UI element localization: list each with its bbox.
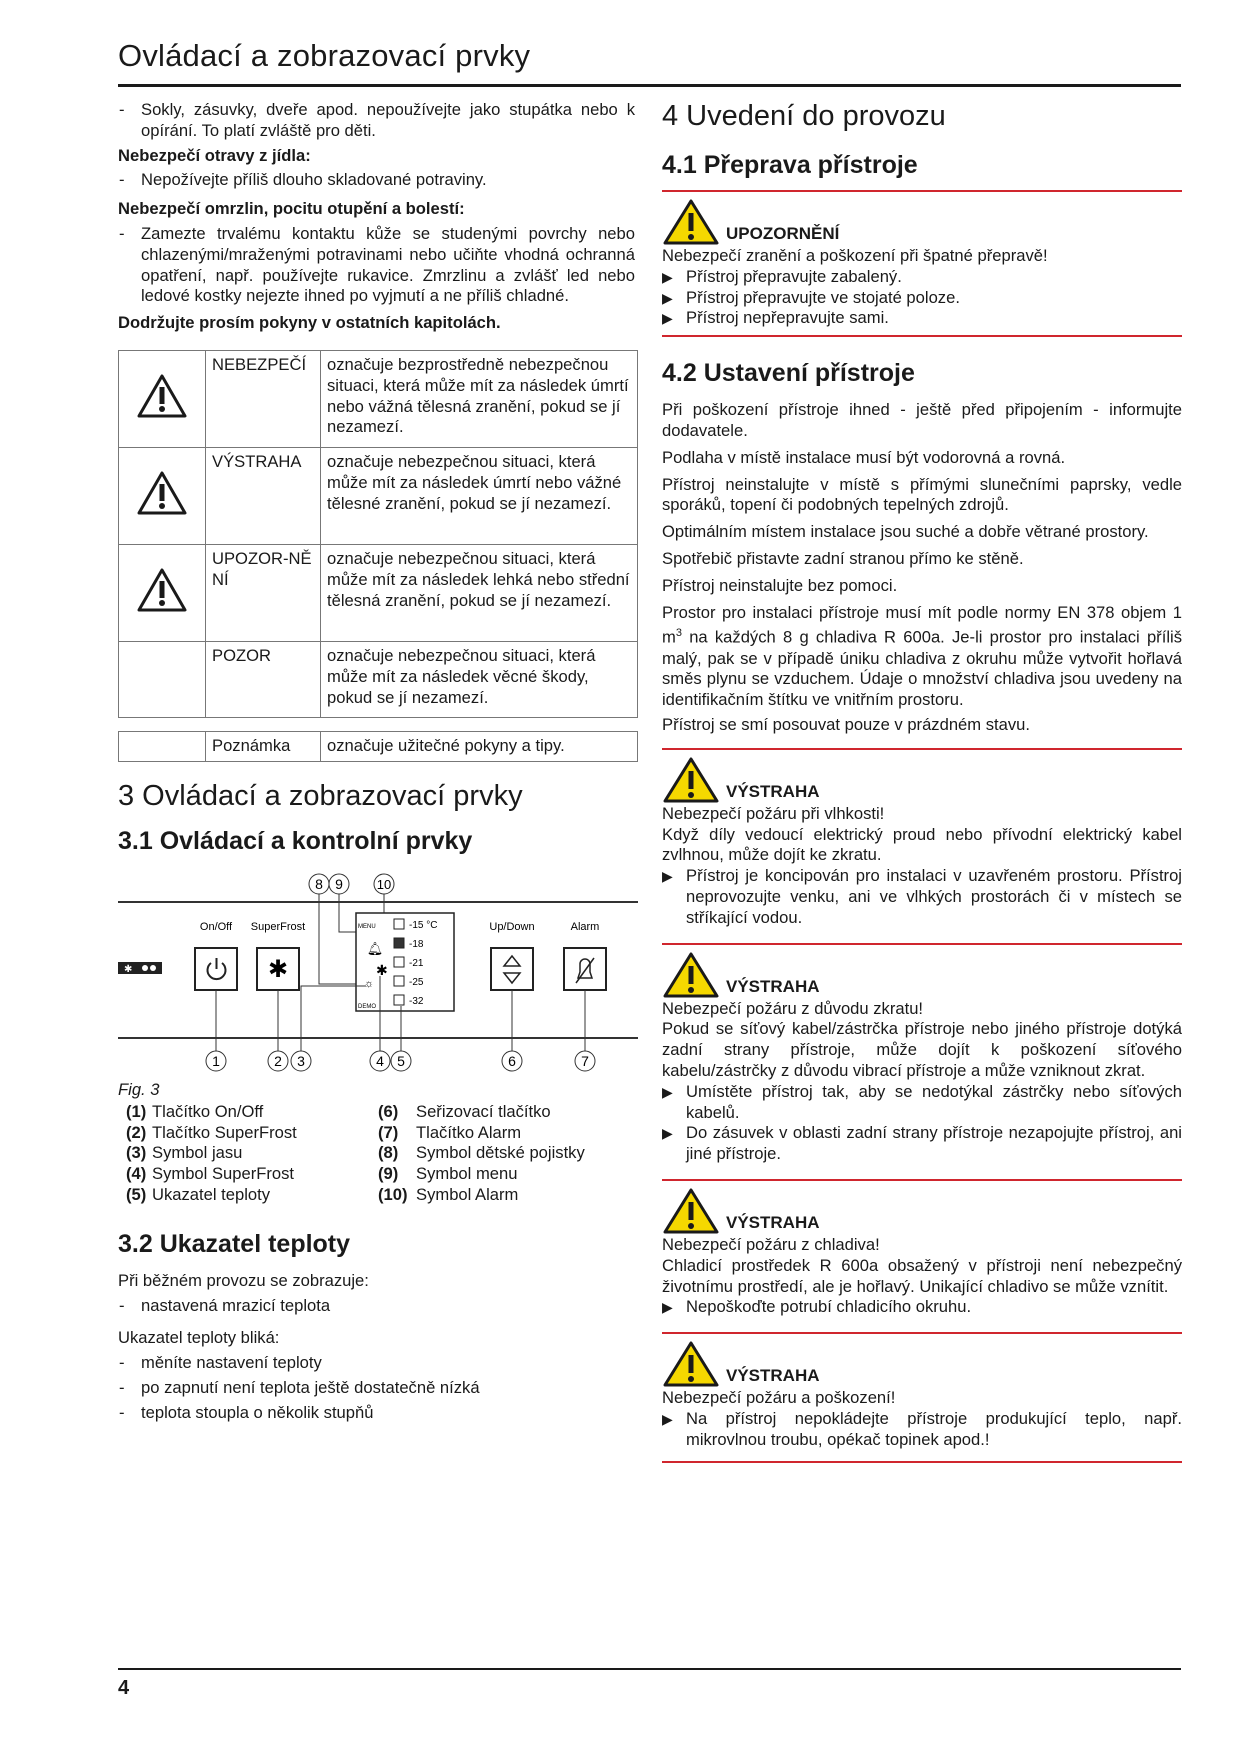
paragraph: Podlaha v místě instalace musí být vodorovná a rovná.: [662, 447, 1066, 467]
paragraph: Přístroj neinstalujte v místě s přímými slunečními paprsky, vedle sporáků, topení či podobných tepelných zdrojů.: [662, 474, 1182, 515]
svg-text:9: 9: [335, 875, 343, 892]
warning-header: [662, 951, 1182, 999]
figure-caption: Fig. 3: [118, 1079, 160, 1099]
warning-text: Nebezpečí požáru při vlhkosti!: [662, 803, 885, 823]
warning-text: Nebezpečí požáru a poškození!: [662, 1388, 896, 1408]
table-cell: [119, 447, 206, 544]
caution-list: [662, 267, 1182, 329]
warning-label: VÝSTRAHA: [726, 781, 820, 801]
svg-text:3: 3: [297, 1052, 305, 1069]
svg-text:✱: ✱: [124, 963, 133, 975]
red-rule: [662, 1461, 1182, 1463]
brightness-symbol-icon: ☼: [364, 977, 375, 990]
yellow-warning-icon: [662, 951, 720, 999]
list-item: - Nepožívejte příliš dlouho skladované potraviny.: [118, 170, 635, 191]
blink-intro: Ukazatel teploty bliká:: [118, 1328, 280, 1348]
callout-7: [575, 1051, 595, 1071]
legend-item: (1) Tlačítko On/Off: [126, 1101, 264, 1121]
footer-rule: [118, 1668, 1181, 1670]
page-number: 4: [118, 1677, 130, 1699]
section-4-1-title: 4.1 Přeprava přístroje: [662, 151, 918, 179]
normal-intro: Při běžném provozu se zobrazuje:: [118, 1270, 369, 1290]
callout-8: [309, 874, 329, 894]
temp-value: -15 °C: [409, 919, 438, 931]
warning-triangle-icon: [136, 373, 188, 419]
signal-desc: označuje užitečné pokyny a tipy.: [321, 731, 638, 761]
section-3-2-title: 3.2 Ukazatel teploty: [118, 1229, 351, 1258]
superfrost-symbol-icon: ✱: [376, 961, 388, 978]
onoff-button[interactable]: [195, 948, 237, 990]
red-rule: [662, 335, 1182, 337]
yellow-warning-icon: [662, 756, 720, 804]
header-rule: [118, 84, 1181, 87]
svg-text:2: 2: [274, 1052, 282, 1069]
menu-symbol: MENU: [358, 923, 376, 930]
updown-button[interactable]: [491, 948, 533, 990]
alarm-symbol-icon: 🔔︎: [366, 940, 384, 956]
callout-4: [370, 1051, 390, 1071]
red-rule: [662, 748, 1182, 750]
callout-2: [268, 1051, 288, 1071]
svg-text:1: 1: [212, 1052, 220, 1069]
warning-header: [662, 1187, 1182, 1235]
warning-text: Chladicí prostředek R 600a obsažený v přístroji není nebezpečný životnímu prostředí, ale je hořlavý. Unikající chladivo se může vznítit.: [662, 1255, 1182, 1296]
food-heading: Nebezpečí otravy z jídla:: [118, 145, 311, 165]
page-title: Ovládací a zobrazovací prvky: [118, 38, 531, 73]
btn-label-updown: Up/Down: [489, 920, 535, 933]
paragraph: Přístroj neinstalujte bez pomoci.: [662, 575, 898, 595]
caution-text: Nebezpečí zranění a poškození při špatné přepravě!: [662, 246, 1048, 265]
red-rule: [662, 1179, 1182, 1181]
list-item: - měníte nastavení teploty: [118, 1353, 635, 1374]
warning-box-heat: [662, 1340, 1182, 1450]
temp-value: -25: [409, 976, 424, 988]
table-row: [119, 731, 638, 761]
callout-6: [502, 1051, 522, 1071]
normal-list: [118, 1296, 635, 1317]
callout-9: [329, 874, 349, 894]
warning-label: VÝSTRAHA: [726, 1213, 820, 1233]
list-item: ▶ Přístroj přepravujte ve stojaté poloze.: [662, 288, 1182, 309]
table-row: [119, 544, 638, 641]
callout-10: [374, 874, 394, 894]
section-4-2-title: 4.2 Ustavení přístroje: [662, 359, 915, 388]
superfrost-button[interactable]: [257, 948, 299, 990]
yellow-warning-icon: [662, 1340, 720, 1388]
svg-text:8: 8: [315, 875, 323, 892]
list-item: ▶ Nepoškoďte potrubí chladicího okruhu.: [662, 1297, 1182, 1318]
alarm-button[interactable]: [564, 948, 606, 990]
caution-box: [662, 198, 1182, 329]
warning-box-short-circuit: [662, 951, 1182, 1165]
table-row: [119, 641, 638, 717]
list-item: - nastavená mrazicí teplota: [118, 1296, 635, 1317]
svg-text:10: 10: [376, 876, 392, 892]
signal-word: POZOR: [206, 641, 321, 717]
btn-label-superfrost: SuperFrost: [250, 920, 306, 933]
right-column: [662, 96, 1182, 1463]
legend-item: (10) Symbol Alarm: [378, 1184, 519, 1204]
signal-desc: označuje nebezpečnou situaci, která může mít za následek věcné škody, pokud se jí nezamezí.: [321, 641, 638, 717]
warning-box-refrigerant: [662, 1187, 1182, 1318]
warning-list: [662, 1297, 1182, 1318]
legend-item: (4) Symbol SuperFrost: [126, 1164, 295, 1184]
red-rule: [662, 1332, 1182, 1334]
svg-text:6: 6: [508, 1052, 516, 1069]
signal-desc: označuje nebezpečnou situaci, která může mít za následek úmrtí nebo vážné tělesné zranění, pokud se jí nezamezí.: [321, 447, 638, 544]
list-item: - Zamezte trvalému kontaktu kůže se studenými povrchy nebo chlazenými/mraženými potravinami nebo učiňte vhodná ochranná opatření, např. používejte rukavice. Zmrzlinu a zvlášť led nebo ledové kostky nejezte ihned po vyjmutí a ne příliš chladné.: [118, 224, 635, 307]
temperature-display: [356, 913, 454, 1011]
list-item: ▶ Umístěte přístroj tak, aby se nedotýkal zástrčky nebo síťových kabelů.: [662, 1082, 1182, 1124]
table-cell: [119, 641, 206, 717]
callout-3: [291, 1051, 311, 1071]
list-item: ▶ Na přístroj nepokládejte přístroje produkující teplo, např. mikrovlnou troubu, opékač topinek apod.!: [662, 1409, 1182, 1451]
intro-list: [118, 100, 635, 142]
paragraph: Optimálním místem instalace jsou suché a dobře větrané prostory.: [662, 522, 1149, 542]
warning-text: Když díly vedoucí elektrický proud nebo přívodní elektrický kabel zvlhnou, může dojít ke zkratu.: [662, 824, 1182, 865]
food-list: [118, 170, 635, 191]
list-item: - teplota stoupla o několik stupňů: [118, 1403, 635, 1424]
left-column: [118, 100, 635, 1424]
figure-legend: [118, 1102, 635, 1206]
legend-item: (3) Symbol jasu: [126, 1143, 243, 1163]
paragraph: Při poškození přístroje ihned - ještě před připojením - informujte dodavatele.: [662, 400, 1182, 440]
signal-word-table: [118, 350, 638, 762]
warning-header: [662, 1340, 1182, 1388]
frost-heading: Nebezpečí omrzlin, pocitu otupění a bolestí:: [118, 199, 465, 219]
section-3-title: 3 Ovládací a zobrazovací prvky: [118, 779, 523, 812]
table-row: [119, 447, 638, 544]
warning-list: [662, 866, 1182, 928]
warning-label: VÝSTRAHA: [726, 1366, 820, 1386]
snowflake-icon: ✱: [267, 955, 289, 983]
btn-label-alarm: Alarm: [570, 920, 600, 933]
list-item: ▶ Přístroj je koncipován pro instalaci v uzavřeném prostoru. Přístroj neprovozujte venku, ani ve vlhkých prostorách či v místech se stříkající vodou.: [662, 866, 1182, 928]
follow-note: Dodržujte prosím pokyny v ostatních kapitolách.: [118, 313, 501, 333]
temp-value: -18: [409, 938, 424, 950]
table-cell: [119, 350, 206, 447]
legend-item: (7) Tlačítko Alarm: [378, 1122, 522, 1142]
list-item: ▶ Do zásuvek v oblasti zadní strany přístroje nezapojujte přístroj, ani jiné přístroje.: [662, 1123, 1182, 1165]
paragraph: Přístroj se smí posouvat pouze v prázdném stavu.: [662, 715, 1030, 735]
blink-list: [118, 1353, 635, 1423]
red-rule: [662, 190, 1182, 192]
red-rule: [662, 943, 1182, 945]
table-row: [119, 350, 638, 447]
norm-paragraph: Prostor pro instalaci přístroje musí mít podle normy EN 378 objem 1 $m^3$ na každých 8 g chladiva R 600a. Je-li prostor pro instalaci příliš malý, pak se v případě úniku chladiva z okruhu může vytvořit hořlavá směs plynu se vzduchem. Údaje o množství chladiva jsou uvedeny na identifikačním štítku ve vnitřním prostoru.: [662, 602, 1182, 710]
warning-list: [662, 1409, 1182, 1451]
list-item: - Sokly, zásuvky, dveře apod. nepoužívejte jako stupátka nebo k opírání. To platí zvláště pro děti.: [118, 100, 635, 142]
signal-word: UPOZOR-NĚNÍ: [206, 544, 321, 641]
signal-desc: označuje bezprostředně nebezpečnou situaci, která může mít za následek úmrtí nebo vážná tělesná zranění, pokud se jí nezamezí.: [321, 350, 638, 447]
warning-label: VÝSTRAHA: [726, 976, 820, 996]
demo-symbol: DEMO: [358, 1003, 376, 1010]
list-item: ▶ Přístroj nepřepravujte sami.: [662, 308, 1182, 329]
list-item: - po zapnutí není teplota ještě dostatečně nízká: [118, 1378, 635, 1399]
caution-label: UPOZORNĚNÍ: [726, 224, 840, 243]
table-cell: [119, 544, 206, 641]
table-gap: [119, 717, 638, 731]
warning-text: Nebezpečí požáru z chladiva!: [662, 1235, 880, 1255]
signal-desc: označuje nebezpečnou situaci, která může mít za následek lehká nebo střední tělesná zranění, pokud se jí nezamezí.: [321, 544, 638, 641]
list-item: ▶ Přístroj přepravujte zabalený.: [662, 267, 1182, 288]
warning-triangle-icon: [136, 567, 188, 613]
table-cell: [119, 731, 206, 761]
paragraph: Spotřebič přistavte zadní stranou přímo ke stěně.: [662, 548, 1024, 568]
warning-text: Nebezpečí požáru z důvodu zkratu!: [662, 998, 924, 1018]
legend-item: (6) Seřizovací tlačítko: [378, 1101, 551, 1121]
warning-triangle-icon: [136, 470, 188, 516]
legend-item: (2) Tlačítko SuperFrost: [126, 1122, 297, 1142]
callout-5: [391, 1051, 411, 1071]
key-lock-icon: [118, 962, 162, 975]
warning-header: [662, 756, 1182, 804]
callout-1: [206, 1051, 226, 1071]
warning-list: [662, 1082, 1182, 1165]
legend-item: (9) Symbol menu: [378, 1164, 518, 1184]
caution-header: [662, 198, 1182, 246]
control-panel-diagram: [118, 866, 638, 1078]
frost-list: [118, 224, 635, 307]
signal-word: Poznámka: [206, 731, 321, 761]
svg-text:7: 7: [581, 1052, 589, 1069]
temp-value: -32: [409, 995, 424, 1007]
svg-text:4: 4: [376, 1052, 384, 1069]
temp-value: -21: [409, 957, 424, 969]
yellow-warning-icon: [662, 1187, 720, 1235]
legend-item: (8) Symbol dětské pojistky: [378, 1143, 585, 1163]
signal-word: NEBEZPEČÍ: [206, 350, 321, 447]
legend-item: (5) Ukazatel teploty: [126, 1184, 271, 1204]
btn-label-onoff: On/Off: [199, 920, 233, 933]
warning-box-moisture: [662, 756, 1182, 929]
signal-word: VÝSTRAHA: [206, 447, 321, 544]
yellow-warning-icon: [662, 198, 720, 246]
section-4-title: 4 Uvedení do provozu: [662, 100, 946, 132]
warning-text: Pokud se síťový kabel/zástrčka přístroje nebo jiného přístroje dotýká zadní strany přístroje, může dojít k poškození síťového kabelu/zástrčky z důvodu vibrací přístroje a může vzniknout zkrat.: [662, 1019, 1182, 1081]
section-3-1-title: 3.1 Ovládací a kontrolní prvky: [118, 826, 473, 855]
svg-text:5: 5: [397, 1052, 405, 1069]
control-panel-figure: [118, 866, 638, 1078]
